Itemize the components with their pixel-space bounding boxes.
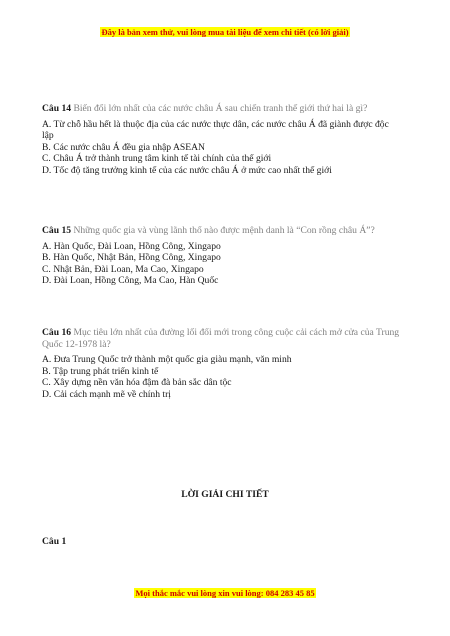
option-b: B. Hàn Quốc, Nhật Bản, Hồng Công, Xingapo — [42, 252, 221, 263]
solution-heading: LỜI GIẢI CHI TIẾT — [181, 489, 269, 500]
option-a: A. Hàn Quốc, Đài Loan, Hồng Công, Xingapo — [42, 240, 221, 252]
question-16 — [42, 327, 402, 400]
preview-banner — [0, 27, 450, 37]
option-c: C. Châu Á trở thành trung tâm kinh tế tài chính của thế giới — [42, 153, 272, 164]
option-c: C. Xây dựng nền văn hóa đậm đà bản sắc dân tộc — [42, 377, 232, 388]
option-a: A. Từ chỗ hầu hết là thuộc địa của các nước thực dân, các nước châu Á đã giành được độc lập — [42, 118, 389, 141]
option-d: D. Tốc độ tăng trưởng kinh tế của các nước châu Á ở mức cao nhất thế giới — [42, 164, 332, 176]
contact-banner-text: Mọi thắc mắc vui lòng xin vui lòng: 084 283 45 85 — [135, 588, 315, 598]
preview-banner-text: Đây là bản xem thử, vui lòng mua tài liệu để xem chi tiết (có lời giải) — [101, 27, 349, 37]
question-title — [42, 103, 402, 115]
contact-banner — [0, 588, 450, 598]
question-title — [42, 225, 402, 237]
option-d: D. Cải cách mạnh mẽ về chính trị — [42, 388, 171, 400]
question-14 — [42, 103, 402, 176]
question-number: Câu 14 — [42, 103, 72, 114]
question-number: Câu 16 — [42, 327, 72, 338]
option-d: D. Đài Loan, Hồng Công, Ma Cao, Hàn Quốc — [42, 275, 219, 286]
question-15 — [42, 225, 402, 287]
question-text: Những quốc gia và vùng lãnh thổ nào được mệnh danh là “Con rồng châu Á”? — [71, 225, 375, 236]
answer-1-label: Câu 1 — [42, 536, 67, 547]
option-c: C. Nhật Bản, Đài Loan, Ma Cao, Xingapo — [42, 263, 204, 275]
option-b: B. Tập trung phát triển kinh tế — [42, 365, 159, 377]
option-a: A. Đưa Trung Quốc trở thành một quốc gia giàu mạnh, văn minh — [42, 354, 292, 365]
question-title — [42, 327, 402, 350]
question-number: Câu 15 — [42, 225, 72, 236]
question-text: Biến đổi lớn nhất của các nước châu Á sau chiến tranh thế giới thứ hai là gì? — [71, 103, 368, 114]
question-text: Mục tiêu lớn nhất của đường lối đổi mới trong công cuộc cải cách mở cửa của Trung Quốc 12-1978 là? — [42, 327, 400, 350]
option-b: B. Các nước châu Á đều gia nhập ASEAN — [42, 141, 205, 153]
